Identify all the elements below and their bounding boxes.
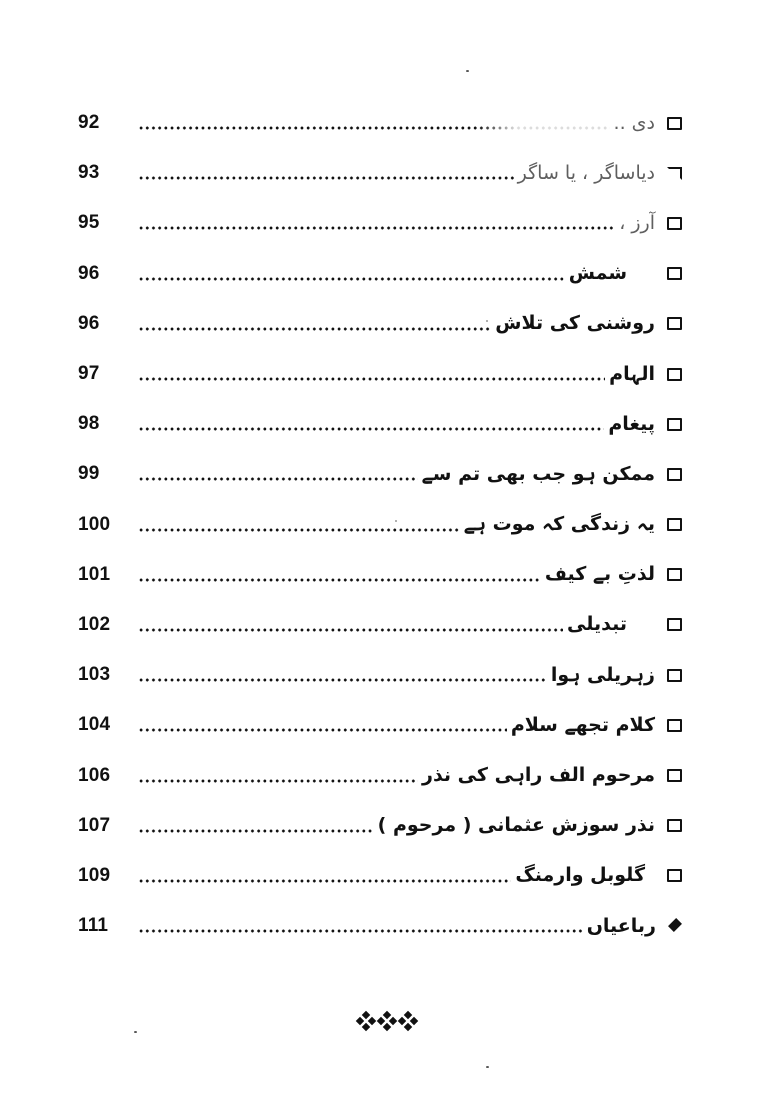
page-number: 111 — [78, 915, 109, 937]
square-bullet-icon — [667, 618, 682, 631]
page-number: 104 — [78, 714, 111, 736]
toc-entry — [78, 851, 682, 901]
flower-ornament-icon — [378, 1012, 396, 1030]
entry-title: گلوبل وارمنگ — [515, 864, 645, 887]
square-bullet-icon — [667, 819, 682, 832]
table-of-contents — [78, 98, 682, 951]
dot-leader — [138, 126, 610, 130]
toc-entry — [78, 600, 682, 650]
scan-speck — [466, 70, 469, 72]
entry-title: زہریلی ہوا — [550, 663, 655, 686]
scan-speck — [395, 520, 397, 522]
entry-title: دی .. — [613, 111, 655, 134]
toc-entry — [78, 198, 682, 248]
page-number: 100 — [78, 513, 111, 535]
entry-title: ممکن ہو جب بھی تم سے — [421, 462, 655, 485]
page-number: 106 — [78, 764, 111, 786]
entry-title: شمش — [568, 262, 627, 285]
dot-leader — [138, 327, 491, 331]
toc-entry — [78, 500, 682, 550]
page-number: 107 — [78, 814, 111, 836]
toc-entry — [78, 98, 682, 148]
toc-entry — [78, 700, 682, 750]
page-number: 96 — [78, 262, 100, 284]
square-bullet-icon — [667, 769, 682, 782]
square-bullet-icon — [667, 669, 682, 682]
toc-entry — [78, 550, 682, 600]
page-number: 97 — [78, 363, 100, 385]
entry-title: تبدیلی — [567, 613, 627, 636]
dot-leader — [138, 578, 541, 582]
dot-leader — [138, 176, 514, 180]
entry-title: مرحوم الف راہی کی نذر — [422, 764, 655, 787]
dot-leader — [138, 528, 460, 532]
square-bullet-icon — [667, 317, 682, 330]
dot-leader — [138, 226, 615, 230]
entry-title: الہام — [609, 362, 655, 385]
entry-title: یہ زندگی کہ موت ہے — [463, 513, 655, 536]
dot-leader — [138, 628, 563, 632]
dot-leader — [138, 829, 374, 833]
square-bullet-icon — [667, 267, 682, 280]
dot-leader — [138, 779, 418, 783]
dot-leader — [138, 678, 547, 682]
square-bullet-icon — [667, 869, 682, 882]
dot-leader — [138, 277, 565, 281]
diamond-bullet-icon — [668, 919, 682, 933]
page-number: 96 — [78, 312, 100, 334]
page-number: 92 — [78, 112, 100, 134]
entry-title: لذتِ بے کیف — [544, 563, 655, 586]
dot-leader — [138, 377, 605, 381]
entry-title: روشنی کی تلاش — [495, 312, 655, 335]
flower-ornament-icon — [399, 1012, 417, 1030]
toc-entry — [78, 449, 682, 499]
dot-leader — [138, 728, 507, 732]
toc-entry — [78, 349, 682, 399]
toc-entry — [78, 801, 682, 851]
page-number: 101 — [78, 563, 111, 585]
toc-entry-section — [78, 901, 682, 951]
page-number: 95 — [78, 212, 100, 234]
square-bullet-icon — [667, 117, 682, 130]
page-number: 109 — [78, 864, 111, 886]
dot-leader — [138, 879, 511, 883]
page-number: 103 — [78, 664, 111, 686]
page-number: 102 — [78, 613, 111, 635]
toc-entry — [78, 650, 682, 700]
page-number: 98 — [78, 413, 100, 435]
square-bullet-icon — [667, 368, 682, 381]
toc-entry — [78, 148, 682, 198]
page-number: 93 — [78, 162, 100, 184]
dot-leader — [138, 929, 583, 933]
square-bullet-icon — [667, 719, 682, 732]
entry-title: دیاساگر ، یا ساگر — [517, 161, 655, 184]
scan-speck — [486, 320, 488, 322]
square-bullet-icon — [667, 518, 682, 531]
entry-title: آرز ، — [619, 211, 655, 234]
square-bullet-icon — [667, 418, 682, 431]
entry-title: نذر سوزش عثمانی ( مرحوم ) — [377, 814, 655, 837]
square-bullet-icon — [667, 217, 682, 230]
entry-title: کلام تجھے سلام — [510, 713, 655, 736]
toc-entry — [78, 750, 682, 800]
dot-leader — [138, 427, 604, 431]
toc-entry — [78, 399, 682, 449]
entry-title: پیغام — [608, 412, 655, 435]
flower-ornament-icon — [357, 1012, 375, 1030]
toc-entry — [78, 249, 682, 299]
scan-speck — [134, 1031, 137, 1033]
square-bullet-icon — [667, 568, 682, 581]
toc-entry — [78, 299, 682, 349]
square-bullet-icon — [667, 468, 682, 481]
footer-ornament — [357, 1012, 417, 1030]
entry-title: رباعیاں — [586, 914, 656, 937]
square-bullet-icon — [667, 167, 682, 180]
page-number: 99 — [78, 463, 100, 485]
scan-speck — [486, 1066, 489, 1068]
dot-leader — [138, 477, 418, 481]
